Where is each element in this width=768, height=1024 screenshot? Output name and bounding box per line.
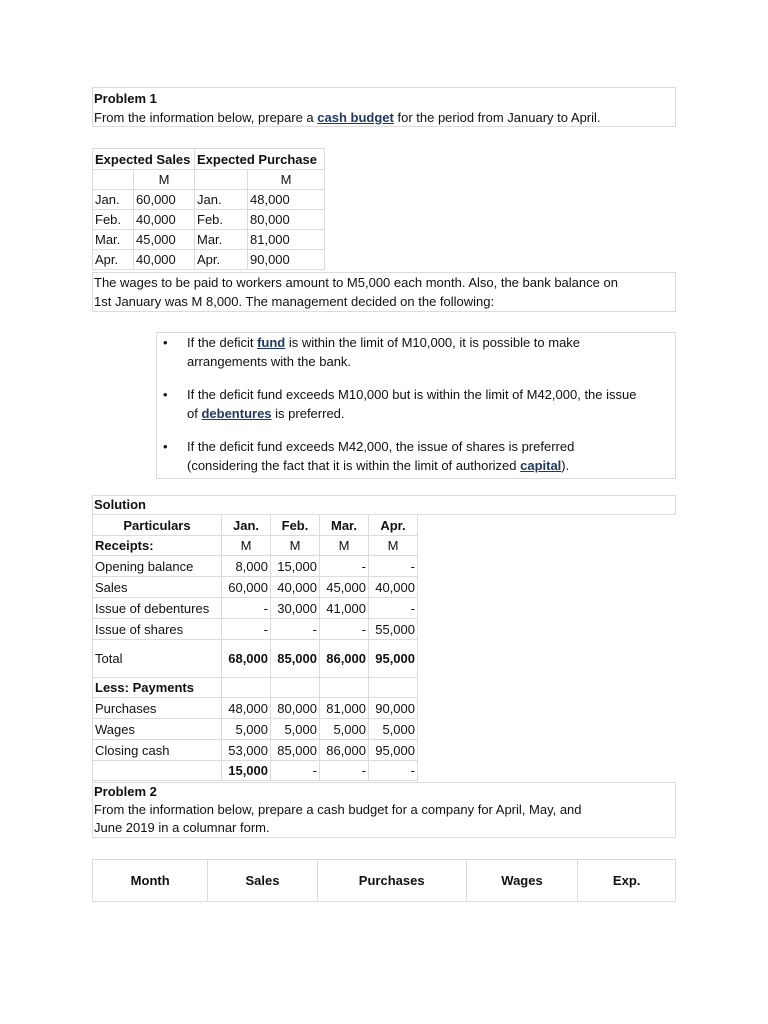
purchase-cell: 81,000 [248, 230, 325, 250]
table-row [93, 190, 325, 210]
sales-cell: 45,000 [134, 230, 195, 250]
row-label: Purchases [93, 698, 222, 719]
unit-purchase: M [248, 170, 325, 190]
table-row: Purchases 48,000 80,000 81,000 90,000 [93, 698, 418, 719]
row-label: Sales [93, 577, 222, 598]
row-label: Opening balance [93, 556, 222, 577]
month-column-header: Month [93, 860, 208, 902]
expected-sales-header: Expected Sales [93, 149, 195, 170]
sales-cell: 60,000 [134, 190, 195, 210]
month-cell: Jan. [195, 190, 248, 210]
receipts-label: Receipts: [93, 536, 222, 556]
decision-list [156, 332, 676, 479]
problem2-line-1: From the information below, prepare a cash budget for a company for April, May, and [94, 802, 582, 817]
fund-link[interactable]: fund [257, 335, 286, 350]
problem2-block [92, 782, 676, 838]
exp-column-header: Exp. [578, 860, 676, 902]
month-cell: Jan. [93, 190, 134, 210]
month-cell: Mar. [195, 230, 248, 250]
wages-line-2: 1st January was M 8,000. The management decided on the following: [94, 294, 495, 309]
cash-budget-link[interactable]: cash budget [317, 110, 394, 125]
purchase-cell: 90,000 [248, 250, 325, 270]
row-label: Wages [93, 719, 222, 740]
list-item: • If the deficit fund is within the limit of M10,000, it is possible to make arrangements with the bank. [157, 333, 645, 371]
problem2-line-2: June 2019 in a columnar form. [94, 820, 270, 835]
month-cell: Feb. [195, 210, 248, 230]
debentures-link[interactable]: debentures [201, 406, 272, 421]
purchase-cell: 48,000 [248, 190, 325, 210]
expected-purchase-header: Expected Purchase [195, 149, 325, 170]
table-row [93, 250, 325, 270]
table-row: Closing cash 53,000 85,000 86,000 95,000 [93, 740, 418, 761]
sales-column-header: Sales [208, 860, 317, 902]
unit-cell: M [222, 536, 271, 556]
total-row: Total 68,000 85,000 86,000 95,000 [93, 640, 418, 678]
solution-heading: Solution [92, 495, 676, 515]
problem2-table [92, 859, 676, 902]
problem2-heading: Problem 2 [94, 784, 157, 799]
problem1-heading: Problem 1 [94, 91, 157, 106]
list-item: • If the deficit fund exceeds M10,000 but is within the limit of M42,000, the issue of debentures is preferred. [157, 385, 645, 423]
payments-label: Less: Payments [93, 678, 222, 698]
intro-prefix: From the information below, prepare a [94, 110, 318, 125]
unit-sales: M [134, 170, 195, 190]
month-header: Apr. [369, 515, 418, 536]
month-header: Jan. [222, 515, 271, 536]
table-row: Sales 60,000 40,000 45,000 40,000 [93, 577, 418, 598]
total-label: Total [93, 640, 222, 678]
problem1-intro [94, 108, 674, 127]
problem1-block [92, 87, 676, 127]
table-row: Wages 5,000 5,000 5,000 5,000 [93, 719, 418, 740]
particulars-header: Particulars [93, 515, 222, 536]
month-cell: Apr. [93, 250, 134, 270]
unit-cell: M [369, 536, 418, 556]
capital-link[interactable]: capital [520, 458, 562, 473]
expected-table [92, 148, 325, 270]
row-label: Issue of shares [93, 619, 222, 640]
table-row [93, 230, 325, 250]
sales-cell: 40,000 [134, 210, 195, 230]
intro-suffix: for the period from January to April. [393, 110, 601, 125]
unit-cell: M [271, 536, 320, 556]
list-item: • If the deficit fund exceeds M42,000, the issue of shares is preferred (considering the fact that it is within the limit of authorized capital). [157, 437, 645, 475]
table-row [93, 210, 325, 230]
purchases-column-header: Purchases [317, 860, 466, 902]
month-header: Mar. [320, 515, 369, 536]
row-label: Issue of debentures [93, 598, 222, 619]
purchase-cell: 80,000 [248, 210, 325, 230]
month-cell: Feb. [93, 210, 134, 230]
unit-cell: M [320, 536, 369, 556]
month-header: Feb. [271, 515, 320, 536]
wages-paragraph [92, 272, 676, 312]
row-label: Closing cash [93, 740, 222, 761]
table-row: Issue of shares - - - 55,000 [93, 619, 418, 640]
table-row: 15,000 - - - [93, 761, 418, 781]
solution-table [92, 514, 418, 781]
month-cell: Apr. [195, 250, 248, 270]
table-row: Opening balance 8,000 15,000 - - [93, 556, 418, 577]
wages-line-1: The wages to be paid to workers amount to M5,000 each month. Also, the bank balance on [94, 275, 618, 290]
sales-cell: 40,000 [134, 250, 195, 270]
month-cell: Mar. [93, 230, 134, 250]
table-row: Issue of debentures - 30,000 41,000 - [93, 598, 418, 619]
wages-column-header: Wages [466, 860, 578, 902]
